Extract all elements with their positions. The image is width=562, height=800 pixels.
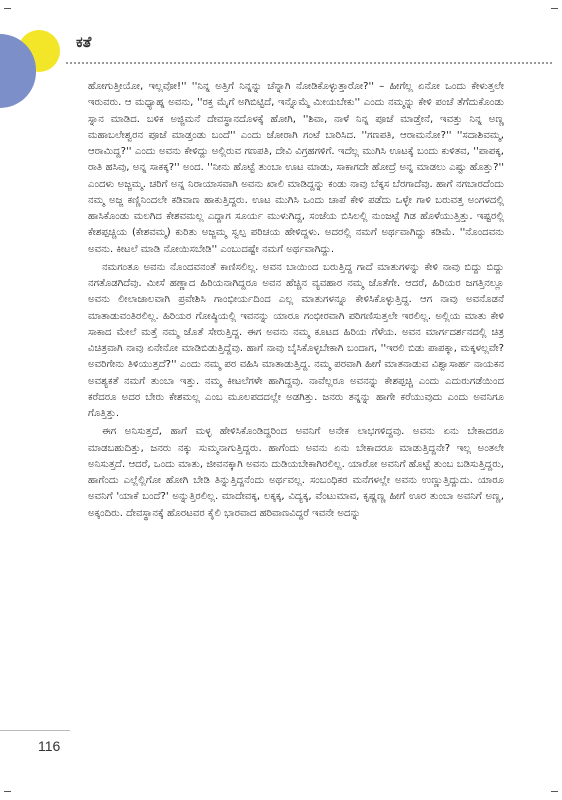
header-dotted-divider [66, 62, 552, 64]
paragraph-1: ಹೋಗುತ್ತೀಯೋ, ಇಲ್ಲವೋ!'' ''ನಿನ್ನ ಅತ್ತಿಗೆ ನಿನ್ನನ್ನು ಚೆನ್ನಾಗಿ ನೋಡಿಕೊಳ್ಳುತ್ತಾರೋ?'' – ಹೀಗೆಲ್ಲ ಏನೋ ಒಂದು ಕೇಳುತ್ತಲೇ ಇರುವರು. ಆ ಮಧ್ಯಾಹ್ನ ಅವನು, ''ರಕ್ತ ಮೈಗೆ ಅಗಿಬಿಟ್ಟಿದೆ, ಇನ್ನೊಮ್ಮೆ ಮೀಯಬೇಕು'' ಎಂದು ನಮ್ಮನ್ನು ಕೇಳಿ ಪಂಚೆ ತೆಗೆದುಕೊಂಡು ಸ್ನಾನ ಮಾಡಿದ. ಬಳಿಕ ಅಜ್ಜಿಮನೆ ದೇವಸ್ಥಾನದೊಳಕ್ಕೆ ಹೋಗಿ, ''ಶಿವಾ, ನಾಳೆ ನಿನ್ನ ಪೂಜೆ ಮಾಡ್ತೇನೆ, ಇವತ್ತು ನಿನ್ನ ಅಣ್ಣ ಮಹಾಬಲೇಶ್ವರನ ಪೂಜೆ ಮಾಡ್ತಂಡು ಬಂದೆ'' ಎಂದು ಜೋರಾಗಿ ಗಂಟೆ ಬಾರಿಸಿದ. ''ಗಣಪತಿ, ಆರಾಮನೋ?'' ''ಸದಾಶಿವಮ್ಮ, ಆರಾಮಿದ್ದ?'' ಎಂದು ಅವನು ಕೇಳಿದ್ದು ಅಲ್ಲಿರುವ ಗಣಪತಿ, ದೇವಿ ವಿಗ್ರಹಗಳಿಗೆ. ಇದೆಲ್ಲ ಮುಗಿಸಿ ಊಟಕ್ಕೆ ಬಂದು ಕುಳಿತವ, ''ಪಾಪಕ್ಕ, ರಾತಿ ಹಸಿವು, ಅನ್ನ ಸಾಕಕ್ಕ?'' ಅಂದ. ''ನೀನು ಹೊಟ್ಟೆ ತುಂಬಾ ಊಟ ಮಾಡು, ಸಾಕಾಗದೇ ಹೋದ್ರೆ ಅನ್ನ ಮಾಡಲು ಎಷ್ಟು ಹೊತ್ತು?'' ಎಂದಳು ಅಜ್ಜಮ್ಮ. ಚರಿಗೆ ಅನ್ನ ನಿರಾಯಾಸವಾಗಿ ಅವನು ಖಾಲಿ ಮಾಡಿದ್ದನ್ನು ಕಂಡು ನಾವು ಬೆಕ್ಕಸ ಬೆರಗಾದೆವು. ಹಾಗೆ ನಗಬಾರದೆಂದು ನಮ್ಮ ಅಜ್ಜ ಕಣ್ಣಿನಿಂದಲೇ ಕಡಿವಾಣ ಹಾಕುತ್ತಿದ್ದರು. ಊಟ ಮುಗಿಸಿ ಒಂದು ಚಾಪೆ ಕೇಳಿ ಪಡೆದು ಒಳ್ಳೇ ಗಾಳಿ ಬರುವತ್ತ ಅಂಗಳದಲ್ಲಿ ಹಾಸಿಕೊಂಡು ಮಲಗಿದ ಕೇಶವಮಲ್ಲ ಎದ್ದಾಗ ಸೂರ್ಯ ಮುಳುಗಿದ್ದ, ಸಂಜೆಯ ಬಿಸಿಲಲ್ಲಿ ನುಂಜಟ್ಟೆ ಗಿಡ ಹೊಳೆಯುತ್ತಿತ್ತು. ಇಷ್ಟರಲ್ಲಿ ಕೇಶಪ್ಪಚ್ಚಿಯ (ಕೇಶವಮ್ಮ) ಕುರಿತು ಅಜ್ಜಮ್ಮ ಸ್ವಲ್ಪ ಪರಿಚಯ ಹೇಳಿದ್ದಳು. ಅದರಲ್ಲಿ ನಮಗೆ ಅರ್ಥವಾಗಿದ್ದು ಕಡಿಮೆ. ''ನೊಂದವನು ಅವನು. ಕೀಟಲೆ ಮಾಡಿ ನೋಯಿಸಬೇಡಿ'' ಎಂಬುದಷ್ಟೇ ನಮಗೆ ಅರ್ಥವಾಗಿದ್ದು. [88, 81, 504, 255]
paragraph-2: ನಮಗಂತೂ ಅವನು ನೊಂದವನಂತೆ ಕಾಣಿಸಲಿಲ್ಲ. ಅವನ ಬಾಯಿಂದ ಬರುತ್ತಿದ್ದ ಗಾದೆ ಮಾತುಗಳನ್ನು ಕೇಳಿ ನಾವು ಬಿದ್ದು ಬಿದ್ದು ನಗತೊಡಗಿದೆವು. ಮೀಸೆ ಹಣ್ಣಾದ ಹಿರಿಯನಾಗಿದ್ದರೂ ಅವನ ಹೆಚ್ಚಿನ ವ್ಯವಹಾರ ನಮ್ಮ ಜೊತೆಗೇ. ಆದರೆ, ಹಿರಿಯರ ಜಗತ್ತಿನಲ್ಲೂ ಅವನು ಲೀಲಾಜಾಲವಾಗಿ ಪ್ರವೇಶಿಸಿ ಗಾಂಭೀರ್ಯದಿಂದ ಎಲ್ಲ ಮಾತುಗಳನ್ನೂ ಕೇಳಿಸಿಕೊಳ್ಳುತ್ತಿದ್ದ. ಆಗ ನಾವು ಅವನೊಡನೆ ಮಾತಾಡುವಂತಿರಲಿಲ್ಲ. ಹಿರಿಯರ ಗೋಷ್ಠಿಯಲ್ಲಿ ಇವನನ್ನು ಯಾರೂ ಗಂಭೀರವಾಗಿ ಪರಿಗಣಿಸುತ್ತಲೇ ಇರಲಿಲ್ಲ. ಅಲ್ಲಿಯ ಮಾತು ಕೇಳಿ ಸಾಕಾದ ಮೇಲೆ ಮತ್ತೆ ನಮ್ಮ ಜೊತೆ ಸೇರುತ್ತಿದ್ದ. ಈಗ ಅವನು ನಮ್ಮ ಕೂಟದ ಹಿರಿಯ ಗೆಳೆಯ. ಅವನ ಮಾರ್ಗದರ್ಶನದಲ್ಲಿ ಚಿತ್ರ ವಿಚಿತ್ರವಾಗಿ ನಾವು ಏನೇನೋ ಮಾಡಿಬಿಡುತ್ತಿದ್ದೆವು. ಹಾಗೆ ನಾವು ಬೈಸಿಕೊಳ್ಳಬೇಕಾಗಿ ಬಂದಾಗ, ''ಇರಲಿ ಬಿಡು ಪಾಪಕ್ಕಾ, ಮಕ್ಕಳಲ್ಲವೇ? ಅವರಿಗೇನು ತಿಳಿಯುತ್ತದೆ?'' ಎಂದು ನಮ್ಮ ಪರ ವಹಿಸಿ ಮಾತಾಡುತ್ತಿದ್ದ. ನಮ್ಮ ಪರವಾಗಿ ಹೀಗೆ ಮಾತನಾಡುವ ವಿಶ್ವಾಸಾರ್ಹ ನಾಯಕನ ಅವಶ್ಯಕತೆ ನಮಗೆ ತುಂಬಾ ಇತ್ತು. ನಮ್ಮ ಕೀಟಲೆಗಳೇ ಹಾಗಿದ್ದವು. ನಾವೆಲ್ಲರೂ ಅವನನ್ನು ಕೇಶಪ್ಪಚ್ಚಿ ಎಂದು ಎದುರುಗಡೆಯಿಂದ ಕರೆದರೂ ಅದರ ಬೇರು ಕೇಶಮಲ್ಲ ಎಂಬ ಮೂಲಪದದಲ್ಲೇ ಅಡಗಿತ್ತು. ಜನರು ತನ್ನನ್ನು ಹಾಗೇ ಕರೆಯುವುದು ಎಂದು ಅವನಿಗೂ ಗೊತ್ತಿತ್ತು. [88, 261, 504, 419]
body-text [88, 79, 504, 524]
crop-mark-bottom-right [551, 791, 558, 792]
paragraph-3: ಈಗ ಅನಿಸುತ್ತದೆ, ಹಾಗೆ ಮಳ್ಳ ಹೇಳಿಸಿಕೊಂಡಿದ್ದರಿಂದ ಅವನಿಗೆ ಅನೇಕ ಲಾಭಗಳಿದ್ದವು. ಅವನು ಏನು ಬೇಕಾದರೂ ಮಾಡಬಹುದಿತ್ತು, ಜನರು ನಕ್ಕು ಸುಮ್ಮನಾಗುತ್ತಿದ್ದರು. ಹಾಗೆಂದು ಅವನು ಏನು ಬೇಕಾದರೂ ಮಾಡುತ್ತಿದ್ದನೇ? ಇಲ್ಲ ಅಂತಲೇ ಅನಿಸುತ್ತದೆ. ಆದರೆ, ಒಂದು ಮಾತು, ಜೀವನಕ್ಕಾಗಿ ಅವನು ದುಡಿಯಬೇಕಾಗಿರಲಿಲ್ಲ. ಯಾರೋ ಅವನಿಗೆ ಹೊಟ್ಟೆ ತುಂಬ ಬಡಿಸುತ್ತಿದ್ದರು, ಹಾಗೆಂದು ಎಲ್ಲೆಲ್ಲಿಗೋ ಹೋಗಿ ಬೇಡಿ ತಿನ್ನುತ್ತಿದ್ದನೆಂದು ಅರ್ಥವಲ್ಲ. ಸಂಬಂಧಿಕರ ಮನೆಗಳಲ್ಲೇ ಅವನು ಉಣ್ಣುತ್ತಿದ್ದುದು. ಯಾರೂ ಅವನಿಗೆ 'ಯಾಕೆ ಬಂದೆ?' ಅನ್ನುತ್ತಿರಲಿಲ್ಲ. ಮಾದೇವಕ್ಕ, ಲಕ್ಕಕ್ಕ, ವಿದ್ಯಕ್ಕ, ವೆಂಟುಮಾವ, ಕೃಷ್ಣಣ್ಣ ಹೀಗೆ ಊರ ತುಂಬಾ ಅವನಿಗೆ ಅಣ್ಣ, ಅಕ್ಕಂದಿರು. ದೇವಸ್ಥಾನಕ್ಕೆ ಹೊರಟವರ ಕೈಲಿ ಭಾರವಾದ ಹರಿವಾಣವಿದ್ದರೆ ಇವನೇ ಅದನ್ನು [88, 426, 504, 519]
footer-divider [0, 730, 70, 731]
crop-mark-top-left [4, 8, 11, 9]
crop-mark-bottom-left [4, 791, 11, 792]
section-title: ಕತೆ [76, 33, 92, 51]
crop-mark-top-right [551, 8, 558, 9]
page-number: 116 [38, 738, 61, 754]
